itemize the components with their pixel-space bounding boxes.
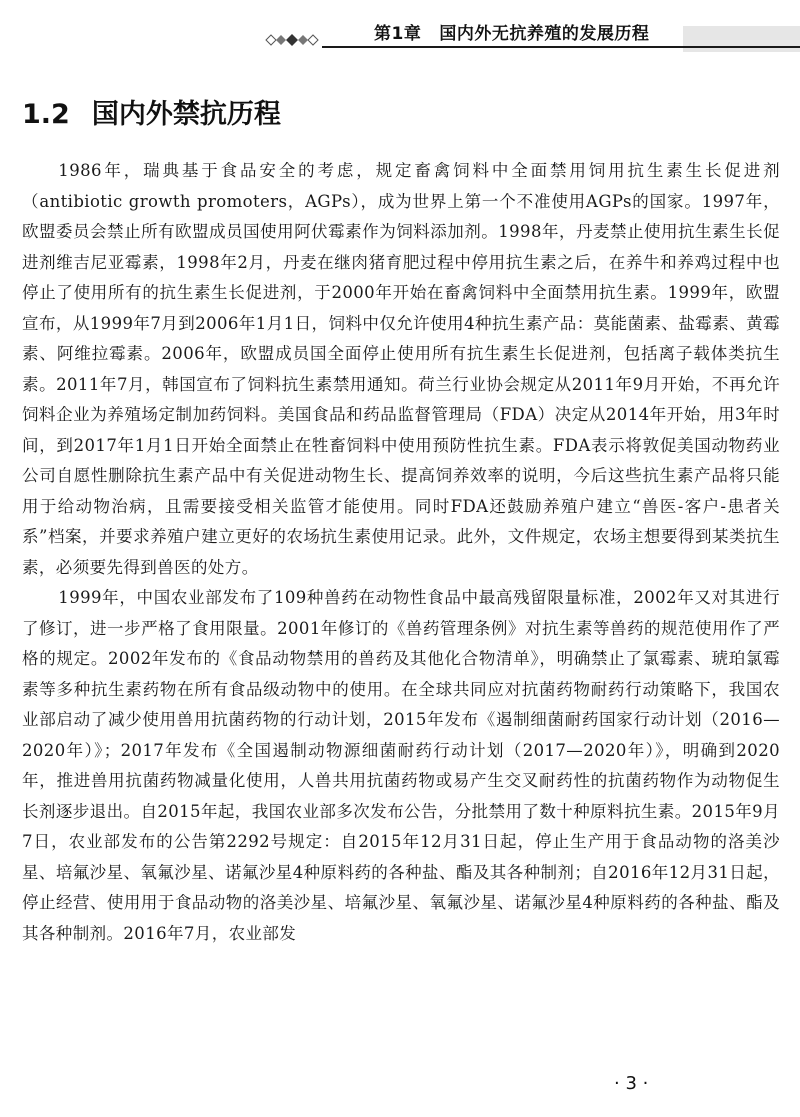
section-title: 国内外禁抗历程 — [91, 99, 281, 130]
header-grey-band — [683, 26, 800, 52]
chapter-title: 国内外无抗养殖的发展历程 — [439, 24, 650, 44]
chapter-header — [374, 19, 649, 44]
diamond-ornament-icon — [265, 34, 319, 46]
paragraph: 1986年，瑞典基于食品安全的考虑，规定畜禽饲料中全面禁用饲用抗生素生长促进剂（antibiotic growth promoters，AGPs），成为世界上第一个不准使用AGPs的国家。1997年，欧盟委员会禁止所有欧盟成员国使用阿伏霉素作为饲料添加剂。1998年，丹麦禁止使用抗生素生长促进剂维吉尼亚霉素，1998年2月，丹麦在继肉猪育肥过程中停用抗生素之后，在养牛和养鸡过程中也停止了使用所有的抗生素生长促进剂，于2000年开始在畜禽饲料中全面禁用抗生素。1999年，欧盟宣布，从1999年7月到2006年1月1日，饲料中仅允许使用4种抗生素产品：莫能菌素、盐霉素、黄霉素、阿维拉霉素。2006年，欧盟成员国全面停止使用所有抗生素生长促进剂，包括离子载体类抗生素。2011年7月，韩国宣布了饲料抗生素禁用通知。荷兰行业协会规定从2011年9月开始，不再允许饲料企业为养殖场定制加药饲料。美国食品和药品监督管理局（FDA）决定从2014年开始，用3年时间，到2017年1月1日开始全面禁止在牲畜饲料中使用预防性抗生素。FDA表示将敦促美国动物药业公司自愿性删除抗生素产品中有关促进动物生长、提高饲养效率的说明，今后这些抗生素产品将只能用于给动物治病，且需要接受相关监管才能使用。同时FDA还鼓励养殖户建立“兽医-客户-患者关系”档案，并要求养殖户建立更好的农场抗生素使用记录。此外，文件规定，农场主想要得到某类抗生素，必须要先得到兽医的处方。 — [22, 161, 780, 577]
body-text — [22, 156, 780, 949]
header-rule — [322, 46, 800, 48]
paragraph: 1999年，中国农业部发布了109种兽药在动物性食品中最高残留限量标准，2002年又对其进行了修订，进一步严格了食用限量。2001年修订的《兽药管理条例》对抗生素等兽药的规范使用作了严格的规定。2002年发布的《食品动物禁用的兽药及其他化合物清单》，明确禁止了氯霉素、琥珀氯霉素等多种抗生素药物在所有食品级动物中的使用。在全球共同应对抗菌药物耐药行动策略下，我国农业部启动了减少使用兽用抗菌药物的行动计划，2015年发布《遏制细菌耐药国家行动计划（2016—2020年）》；2017年发布《全国遏制动物源细菌耐药行动计划（2017—2020年）》，明确到2020年，推进兽用抗菌药物减量化使用，人兽共用抗菌药物或易产生交叉耐药性的抗菌药物作为动物促生长剂逐步退出。自2015年起，我国农业部多次发布公告，分批禁用了数十种原料抗生素。2015年9月7日，农业部发布的公告第2292号规定：自2015年12月31日起，停止生产用于食品动物的洛美沙星、培氟沙星、氧氟沙星、诺氟沙星4种原料药的各种盐、酯及其各种制剂；自2016年12月31日起，停止经营、使用用于食品动物的洛美沙星、培氟沙星、氧氟沙星、诺氟沙星4种原料药的各种盐、酯及其各种制剂。2016年7月，农业部发 — [22, 588, 780, 943]
section-heading — [22, 92, 281, 131]
section-number: 1.2 — [22, 99, 70, 130]
page-number: · 3 · — [614, 1073, 649, 1094]
running-header — [0, 0, 800, 60]
chapter-number: 第1章 — [374, 24, 422, 44]
